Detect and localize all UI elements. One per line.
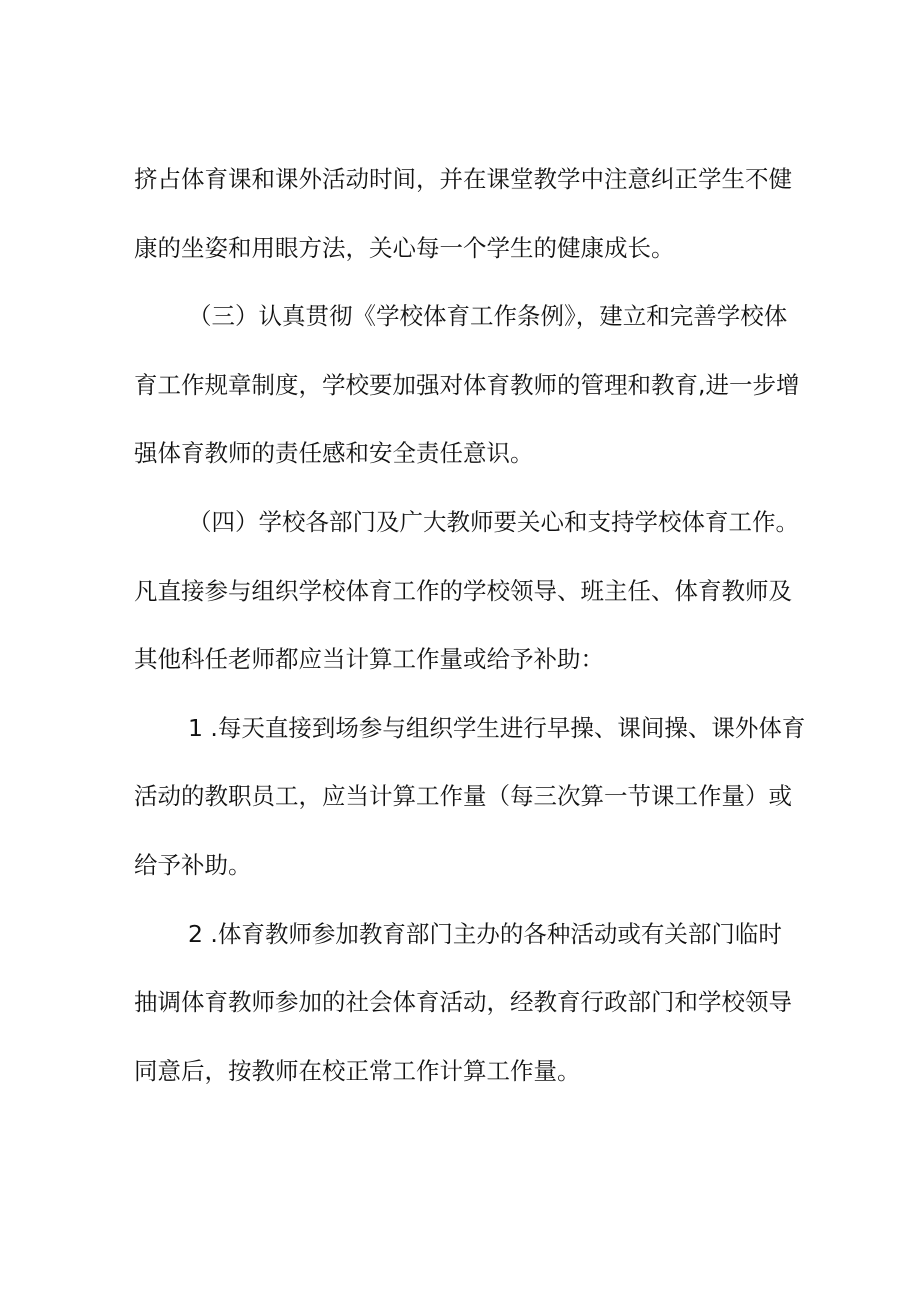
paragraph-line: 同意后，按教师在校正常工作计算工作量。 [134, 1056, 581, 1085]
paragraph-line: 育工作规章制度，学校要加强对体育教师的管理和教育,进一步增 [134, 370, 800, 399]
paragraph-line: 康的坐姿和用眼方法，关心每一个学生的健康成长。 [134, 233, 675, 262]
paragraph-line: （三）认真贯彻《学校体育工作条例》，建立和完善学校体 [188, 302, 788, 331]
paragraph-line: 2 .体育教师参加教育部门主办的各种活动或有关部门临时 [188, 919, 782, 948]
document-body [134, 145, 806, 1105]
paragraph-line: 其他科任老师都应当计算工作量或给予补助： [134, 645, 604, 674]
paragraph-line: 活动的教职员工，应当计算工作量（每三次算一节课工作量）或 [134, 782, 792, 811]
paragraph-line: 挤占体育课和课外活动时间，并在课堂教学中注意纠正学生不健 [134, 165, 792, 193]
paragraph-line: 抽调体育教师参加的社会体育活动，经教育行政部门和学校领导 [134, 988, 792, 1017]
paragraph-line: 给予补助。 [134, 850, 252, 879]
paragraph-line: 凡直接参与组织学校体育工作的学校领导、班主任、体育教师及 [134, 576, 792, 605]
paragraph-line: 强体育教师的责任感和安全责任意识。 [134, 439, 534, 468]
paragraph-line: （四）学校各部门及广大教师要关心和支持学校体育工作。 [188, 507, 799, 536]
paragraph-line: 1 .每天直接到场参与组织学生进行早操、课间操、课外体育 [188, 713, 806, 742]
